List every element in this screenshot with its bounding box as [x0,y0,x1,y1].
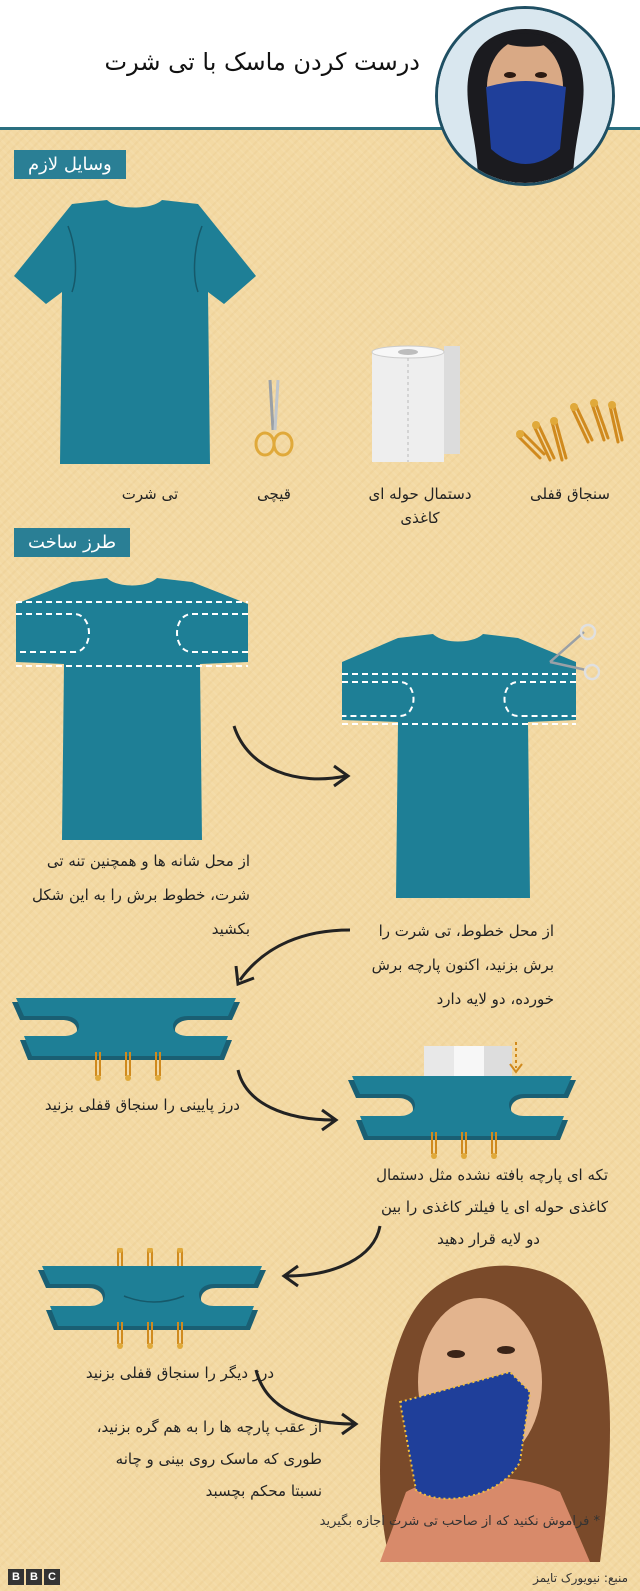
bbc-logo-c: C [44,1569,60,1585]
footnote: * فراموش نکنید که از صاحب تی شرت اجازه بگیرید [319,1514,600,1529]
step4-line3: دو لایه قرار دهید [437,1230,540,1248]
page-title: درست کردن ماسک با تی شرت [104,48,420,76]
step6-line3: نسبتا محکم بچسبد [205,1482,322,1500]
step1-line1: از محل شانه ها و همچنین تنه تی [46,852,250,870]
safety-pins-icon [510,396,630,470]
bbc-logo-b1: B [8,1569,24,1585]
arrow-icon [232,1064,344,1134]
step3-text: درز پایینی را سنجاق قفلی بزنید [44,1096,240,1114]
step2-line3: خورده، دو لایه دارد [436,990,554,1008]
avatar-photo [435,6,615,186]
step6-line1: از عقب پارچه ها را به هم گره بزنید، [96,1418,322,1436]
step6-line2: طوری که ماسک روی بینی و چانه [115,1450,322,1468]
step4-line2: کاغذی حوله ای یا فیلتر کاغذی را بین [381,1198,608,1216]
step2-line2: برش بزنید، اکنون پارچه برش [371,956,554,974]
caption-safety-pins: سنجاق قفلی [530,485,610,503]
caption-scissors: قیچی [257,485,291,503]
fabric-with-filter-icon [344,1040,580,1164]
step1-line3: بکشید [211,920,250,938]
scissors-icon [252,378,296,460]
tshirt-icon [12,196,258,468]
tshirt-cutting-icon [338,622,600,902]
fabric-pinned-bottom-icon [10,996,242,1086]
step5-text: درز دیگر را سنجاق قفلی بزنید [85,1364,274,1382]
tshirt-with-cut-lines-icon [12,574,252,844]
caption-paper-towel-line2: کاغذی [400,509,440,527]
section-tag-method: طرز ساخت [14,528,130,557]
bbc-logo-b2: B [26,1569,42,1585]
section-tag-supplies: وسایل لازم [14,150,126,179]
step4-line1: تکه ای پارچه بافته نشده مثل دستمال [376,1166,608,1184]
paper-towel-roll-icon [368,344,464,466]
step2-line1: از محل خطوط، تی شرت را [378,922,554,940]
fabric-pinned-both-icon [34,1248,270,1352]
arrow-icon [228,720,358,800]
caption-paper-towel-line1: دستمال حوله ای [368,485,472,503]
step1-line2: شرت، خطوط برش را به این شکل [32,886,250,904]
source-credit: منبع: نیویورک تایمز [533,1571,628,1585]
caption-tshirt: تی شرت [121,485,179,503]
bbc-logo [8,1569,60,1585]
woman-wearing-mask-photo-icon [438,9,612,183]
